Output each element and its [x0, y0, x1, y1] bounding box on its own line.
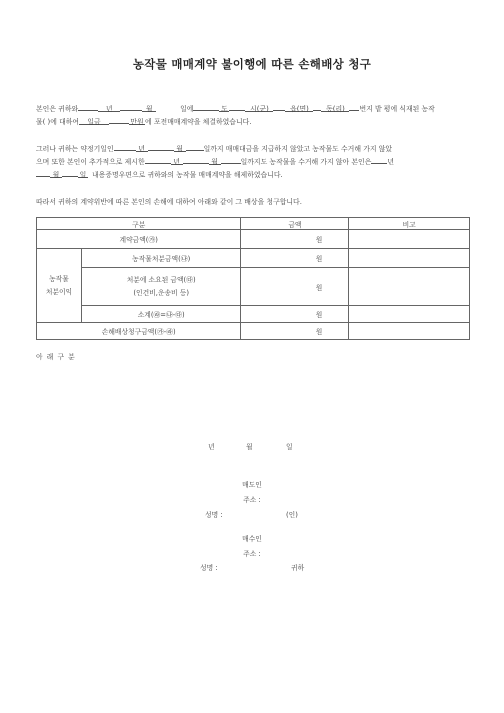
table-row [37, 306, 470, 323]
para1-month-label: 월 [142, 103, 156, 112]
para2-year-label: 년 [136, 143, 148, 152]
row-claim-total-remark [349, 323, 470, 340]
para1-amount-suffix: 만원 [130, 118, 144, 126]
buyer-recipient: 귀하 [291, 564, 305, 572]
para2-month2-label: 월 [209, 156, 221, 165]
row-cost-label [81, 268, 241, 306]
row-subtotal-remark [349, 306, 470, 323]
date-day-label: 일 [286, 443, 293, 451]
para2-text-3: 으며 또한 본인이 추가적으로 제시한 [36, 158, 145, 166]
seller-address-label: 주소 : [243, 496, 261, 504]
row-cost-label-line-1: 처분에 소요된 금액(㉰) [126, 275, 196, 284]
para1-year-label: 년 [98, 103, 120, 112]
paragraph-claim: 따라서 귀하의 계약위반에 따른 본인의 손해에 대하여 아래와 같이 그 배상을 청구합니다. [36, 198, 302, 206]
buyer-name-label: 성명 : [200, 564, 218, 572]
header-remark: 비고 [349, 218, 470, 230]
table-header-row [37, 218, 470, 230]
para1-dong-label: 동(리) [321, 103, 349, 112]
header-amount: 금액 [241, 218, 349, 230]
para1-text-4: 물( )에 대하여 [36, 118, 80, 126]
para2-text-5: 내용증명우편으로 귀하와의 농작물 매매계약을 해제하였습니다. [92, 171, 283, 179]
row-subtotal-won: 원 [241, 306, 349, 323]
row-cost-remark [349, 268, 470, 306]
para1-amount-prefix: 일금 [79, 116, 109, 125]
seller-seal-mark: (인) [286, 511, 298, 519]
row-cost-label-line-2: (인건비,운송비 등) [133, 288, 189, 297]
para2-year3-label: 년 [387, 158, 395, 166]
para1-text-1: 본인은 귀하와 [36, 105, 79, 113]
para2-day3-label: 일 [79, 171, 87, 179]
document-title: 농작물 매매계약 불이행에 따른 손해배상 청구 [132, 57, 372, 71]
row-sale-amount-remark [349, 249, 470, 268]
buyer-address-label: 주소 : [243, 550, 261, 558]
paragraph-breach [36, 142, 470, 181]
row-sale-amount-won: 원 [241, 249, 349, 268]
para2-year2-label: 년 [171, 156, 183, 165]
para2-month3-label: 월 [50, 169, 62, 178]
table-row [37, 268, 470, 306]
row-claim-total-won: 원 [241, 323, 349, 340]
group-label-line-1: 농작물 [49, 274, 69, 283]
table-row [37, 249, 470, 268]
row-sale-amount-label: 농작물처분금액(㉯) [81, 249, 241, 268]
row-claim-total-label: 손해배상청구금액(㉮-㉱) [37, 323, 241, 340]
header-category: 구분 [37, 218, 241, 230]
row-cost-won: 원 [241, 268, 349, 306]
below-table-note: 아 래 구 분 [36, 353, 76, 361]
row-contract-amount-label: 계약금액(㉮) [37, 230, 241, 249]
para1-day-label: 일에 [180, 105, 194, 113]
seller-name-label: 성명 : [205, 511, 223, 519]
para2-month-label: 월 [174, 143, 186, 152]
para2-text-2: 일까지 매매대금을 지급하지 않았고 농작물도 수거해 가지 않았 [203, 145, 393, 153]
para2-text-4: 일까지도 농작물을 수거해 가지 않아 본인은 [240, 158, 372, 166]
para1-text-3: 번지 밭 평에 식재된 농작 [359, 105, 435, 113]
date-year-label: 년 [208, 443, 215, 451]
row-contract-amount-remark [349, 230, 470, 249]
table-row [37, 230, 470, 249]
para1-do-label: 도 [221, 105, 228, 113]
para1-text-5: 에 포전매매계약을 체결하였습니다. [145, 118, 252, 126]
para1-si-label: 시(군) [245, 103, 273, 112]
para1-eup-label: 읍(면) [285, 103, 313, 112]
buyer-role: 매수인 [242, 535, 262, 543]
group-label-disposal-profit [37, 249, 82, 323]
para2-text-1: 그러나 귀하는 약정기일인 [36, 145, 114, 153]
seller-role: 매도인 [242, 481, 262, 489]
claim-table [36, 217, 470, 340]
group-label-line-2: 처분이익 [45, 287, 73, 296]
date-month-label: 월 [246, 443, 253, 451]
row-contract-amount-won: 원 [241, 230, 349, 249]
table-row [37, 323, 470, 340]
row-subtotal-label: 소계(㉱=㉯-㉰) [81, 306, 241, 323]
paragraph-contract [36, 102, 470, 128]
